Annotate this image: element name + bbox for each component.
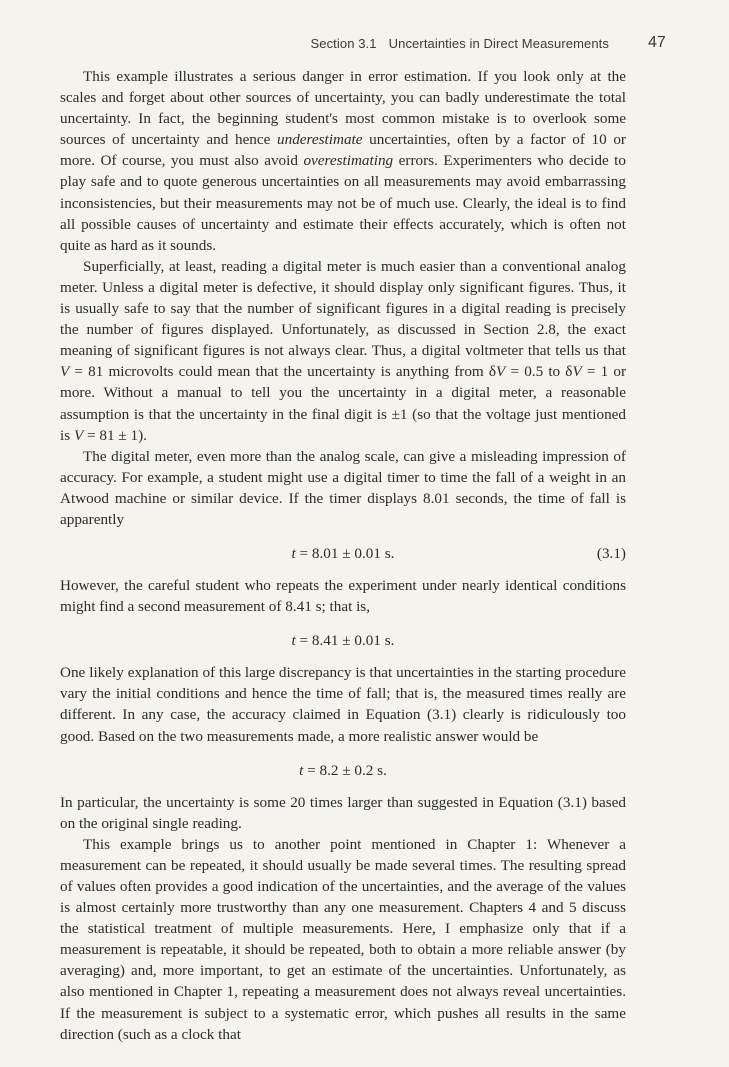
text-run: = 81 microvolts could mean that the uncertainty is anything from δ <box>69 363 497 381</box>
section-title: Uncertainties in Direct Measurements <box>388 36 609 51</box>
equation-realistic-answer <box>60 760 626 781</box>
equation-variable: t <box>291 632 296 650</box>
section-label: Section 3.1 <box>310 36 377 51</box>
text-run: = 81 ± 1). <box>83 426 147 444</box>
emphasis-underestimate: underestimate <box>277 131 363 149</box>
page-header <box>0 34 729 56</box>
body-text <box>60 66 626 1045</box>
equation-variable: t <box>291 545 296 563</box>
paragraph-repeat-measurements: This example brings us to another point mentioned in Chapter 1: Whenever a measurement can be repeated, it should usually be made several times. The resulting spread of values often provides a good indication of the uncertainties, and the average of the values is almost certainly more trustworthy than any one measurement. Chapters 4 and 5 discuss the statistical treatment of multiple measurements. Here, I emphasize only that if a measurement is repeatable, it should be repeated, both to obtain a more reliable answer (by averaging) and, more important, to get an estimate of the uncertainties. Unfortunately, as also mentioned in Chapter 1, repeating a measurement does not always reveal uncertainties. If the measurement is subject to a systematic error, which pushes all results in the same direction (such as a clock that <box>60 835 626 1043</box>
text-run: = 0.5 to δ <box>505 363 573 381</box>
equation-expression: = 8.2 ± 0.2 s. <box>303 761 387 779</box>
equation-expression: = 8.01 ± 0.01 s. <box>295 545 395 563</box>
equation-3-1 <box>60 543 626 564</box>
equation-expression: = 8.41 ± 0.01 s. <box>295 632 395 650</box>
variable-v: V <box>60 363 70 381</box>
paragraph-second-measurement: However, the careful student who repeats the experiment under nearly identical conditions might find a second measurement of 8.41 s; that is, <box>60 577 626 616</box>
paragraph-digital-meter <box>60 256 626 446</box>
running-head <box>310 36 609 51</box>
emphasis-overestimating: overestimating <box>303 152 394 170</box>
paragraph-discrepancy: One likely explanation of this large discrepancy is that uncertainties in the starting procedure vary the initial conditions and hence the time of fall; that is, the measured times really are different. In any case, the accuracy claimed in Equation (3.1) clearly is ridiculously too good. Based on the two measurements made, a more realistic answer would be <box>60 664 626 745</box>
paragraph-error-estimation <box>60 66 626 256</box>
paragraph-misleading-accuracy: The digital meter, even more than the analog scale, can give a misleading impression of accuracy. For example, a student might use a digital timer to time the fall of a weight in an Atwood machine or similar device. If the timer displays 8.01 seconds, the time of fall is apparently <box>60 447 626 528</box>
variable-v: V <box>73 426 84 444</box>
text-run: uncertainties, often by a factor of 10 or more. Of course, you must also avoid <box>60 131 626 170</box>
text-run: errors. Experimenters who decide to play safe and to quote generous uncertainties on all measurements may avoid embarrassing inconsistencies, but their measurements may not be of much use. Clearly, the ideal is to find all possible causes of uncertainty and estimate their effects accurately, which is often not quite as hard as it sounds. <box>60 152 626 254</box>
text-run: This example illustrates a serious danger in error estimation. If you look only at the scales and forget about other sources of uncertainty, you can badly underestimate the total uncertainty. In fact, the beginning student's most common mistake is to overlook some sources of uncertainty and hence <box>60 68 626 149</box>
equation-second-measurement <box>60 630 626 651</box>
variable-v: V <box>496 363 506 381</box>
text-run: Superficially, at least, reading a digital meter is much easier than a conventional analog meter. Unless a digital meter is defective, it should display only significant figures. Thus, it is usually safe to say that the number of significant figures in a digital reading is precisely the number of figures displayed. Unfortunately, as discussed in Section 2.8, the exact meaning of significant figures is not always clear. Thus, a digital voltmeter that tells us that <box>60 257 626 360</box>
paragraph-uncertainty-larger: In particular, the uncertainty is some 20 times larger than suggested in Equation (3.1) based on the original single reading. <box>60 793 626 832</box>
variable-v: V <box>572 363 582 381</box>
equation-number: (3.1) <box>596 545 626 563</box>
text-run: = 1 or more. Without a manual to tell you the uncertainty in a digital meter, a reasonable assumption is that the uncertainty in the final digit is ±1 (so that the voltage just mentioned is <box>60 363 626 444</box>
equation-variable: t <box>299 761 304 779</box>
page-number: 47 <box>648 34 666 51</box>
